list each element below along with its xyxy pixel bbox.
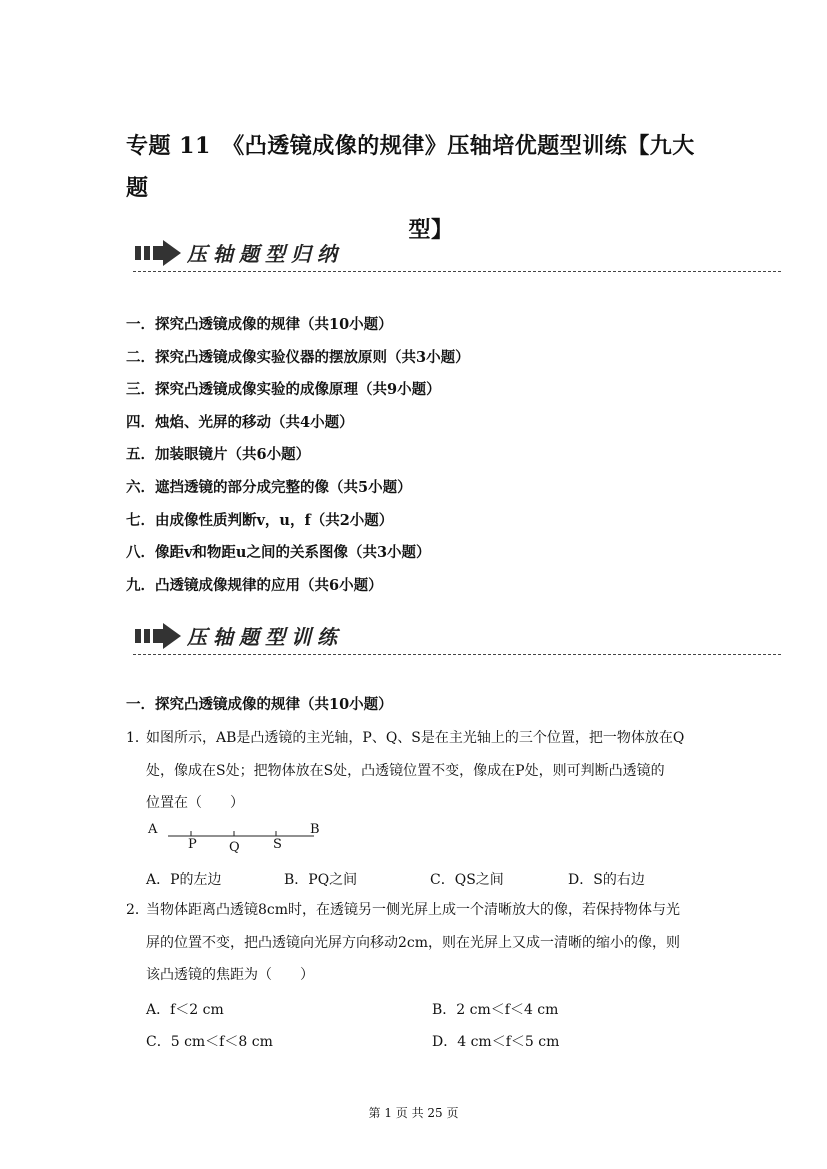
training-banner (133, 619, 781, 655)
label-q: Q (229, 840, 240, 855)
page-footer: 第 1 页 共 25 页 (368, 1106, 459, 1120)
topic-item: 九．凸透镜成像规律的应用（共6小题） (126, 576, 383, 594)
arrow-icon (135, 240, 181, 266)
topic-list (126, 314, 470, 607)
option-a: A．f＜2 cm (146, 1002, 224, 1018)
option-d: D．S的右边 (568, 872, 645, 888)
option-c: C．5 cm＜f＜8 cm (146, 1034, 273, 1050)
principal-axis-figure (146, 820, 326, 860)
option-c: C．QS之间 (430, 872, 504, 888)
banner-divider (133, 654, 781, 655)
title-line-1: 专题 11 《凸透镜成像的规律》压轴培优题型训练【九大题 (126, 133, 695, 201)
document-title (126, 125, 716, 251)
question-text-line: 屏的位置不变，把凸透镜向光屏方向移动2cm，则在光屏上又成一清晰的缩小的像，则 (146, 934, 681, 951)
topic-item: 七．由成像性质判断v，u，f（共2小题） (126, 511, 394, 529)
question-text-line: 如图所示，AB是凸透镜的主光轴，P、Q、S是在主光轴上的三个位置，把一物体放在Q (146, 730, 685, 746)
topic-item: 六．遮挡透镜的部分成完整的像（共5小题） (126, 478, 412, 496)
question-text-line: 当物体距离凸透镜8cm时，在透镜另一侧光屏上成一个清晰放大的像，若保持物体与光 (146, 902, 681, 918)
topic-item: 三．探究凸透镜成像实验的成像原理（共9小题） (126, 381, 441, 399)
summary-banner-label: 压轴题型归纳 (187, 242, 343, 266)
label-p: P (188, 837, 197, 852)
training-banner-label: 压轴题型训练 (187, 625, 343, 649)
topic-item: 五．加装眼镜片（共6小题） (126, 446, 311, 464)
section-heading: 一．探究凸透镜成像的规律（共10小题） (126, 696, 393, 713)
banner-divider (133, 271, 781, 272)
arrow-icon (135, 623, 181, 649)
question-number: 1． (126, 730, 149, 746)
question-2 (126, 894, 716, 992)
question-number: 2． (126, 902, 149, 918)
label-a: A (148, 822, 158, 837)
label-b: B (310, 822, 320, 837)
topic-item: 二．探究凸透镜成像实验仪器的摆放原则（共3小题） (126, 348, 470, 366)
question-text-line: 处，像成在S处；把物体放在S处，凸透镜位置不变，像成在P处，则可判断凸透镜的 (146, 762, 665, 779)
option-d: D．4 cm＜f＜5 cm (432, 1034, 560, 1050)
topic-item: 一．探究凸透镜成像的规律（共10小题） (126, 316, 393, 333)
option-b: B．2 cm＜f＜4 cm (432, 1002, 559, 1018)
title-line-2: 型】 (408, 217, 454, 243)
label-s: S (273, 837, 282, 852)
option-b: B．PQ之间 (284, 872, 358, 888)
option-a: A．P的左边 (146, 872, 222, 888)
question-1 (126, 722, 716, 820)
question-text-line: 该凸透镜的焦距为（ ） (146, 967, 314, 983)
question-text-line: 位置在（ ） (146, 795, 244, 811)
summary-banner (133, 236, 781, 272)
topic-item: 四．烛焰、光屏的移动（共4小题） (126, 413, 354, 431)
topic-item: 八．像距v和物距u之间的关系图像（共3小题） (126, 544, 431, 562)
